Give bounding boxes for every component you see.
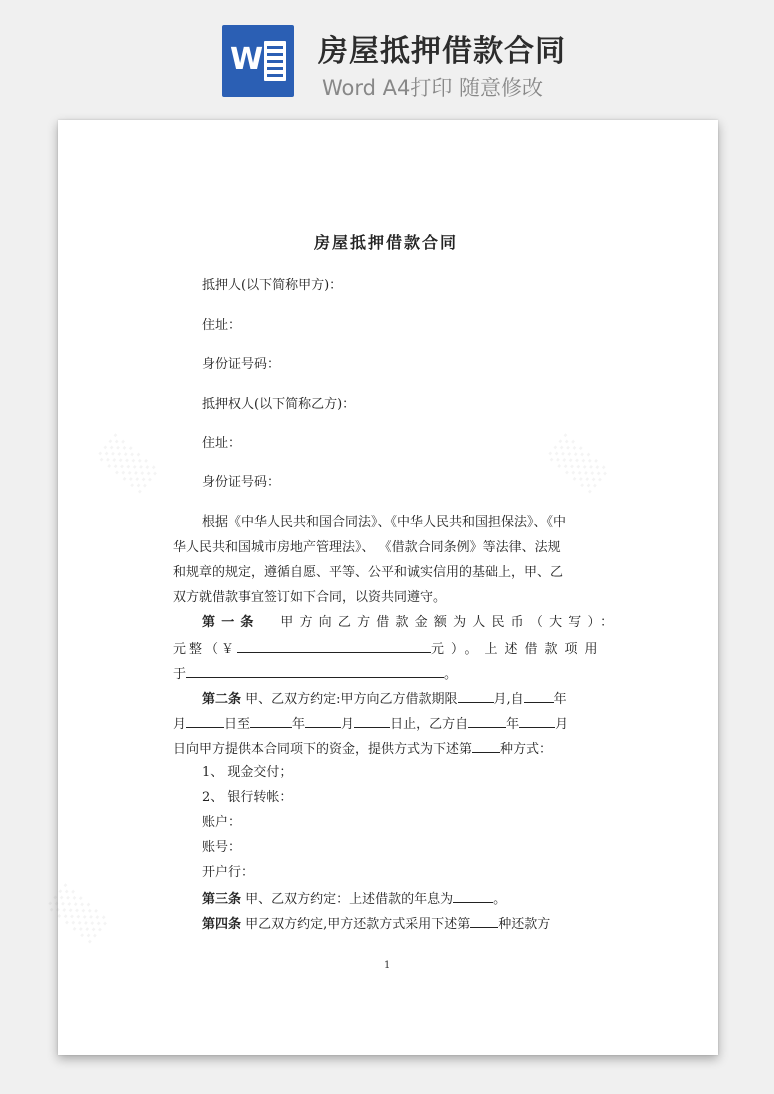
article-4-line: 第四条 甲乙双方约定,甲方还款方式采用下述第 种还款方 xyxy=(202,913,550,935)
article-1-line: 第一条 甲方向乙方借款金额为人民币（大写）： xyxy=(202,615,620,630)
intro-line: 和规章的规定，遵循自愿、平等、公平和诚实信用的基础上，甲、乙 xyxy=(173,565,564,580)
payment-option-2: 2、 银行转帐： xyxy=(202,790,293,805)
article-4-label: 第四条 xyxy=(202,917,242,932)
blank xyxy=(524,688,554,703)
blank xyxy=(472,738,500,753)
blank xyxy=(354,713,390,728)
article-3-label: 第三条 xyxy=(202,892,242,907)
mortgagor-label: 抵押人(以下简称甲方)： xyxy=(202,278,343,293)
word-logo-letter: W xyxy=(230,42,264,77)
address-label: 住址： xyxy=(202,318,242,333)
banner-subtitle: Word A4打印 随意修改 xyxy=(322,76,544,100)
account-holder-label: 账户： xyxy=(202,815,242,830)
intro-line: 华人民共和国城市房地产管理法》、 《借款合同条例》等法律、法规 xyxy=(173,540,561,555)
blank xyxy=(186,713,224,728)
article-1-label: 第一条 xyxy=(202,615,260,630)
address-label: 住址： xyxy=(202,436,242,451)
watermark-decoration: ░░░ xyxy=(545,434,611,496)
payment-option-1: 1、 现金交付； xyxy=(202,765,293,780)
article-2-line: 月 日至 年 月 日止，乙方自 年 月 xyxy=(173,713,568,735)
article-1-line: 元整（￥ 元）。上述借款项用 xyxy=(173,638,605,660)
word-icon xyxy=(222,25,294,97)
blank xyxy=(458,688,494,703)
bank-label: 开户行： xyxy=(202,865,255,880)
blank xyxy=(305,713,341,728)
watermark-decoration: ░░░ xyxy=(45,884,111,946)
blank xyxy=(468,713,506,728)
purpose-blank xyxy=(186,663,444,678)
blank xyxy=(519,713,555,728)
document-lines-icon xyxy=(264,41,286,81)
document-page xyxy=(45,120,718,1055)
article-1-line: 于 。 xyxy=(173,663,457,685)
amount-blank xyxy=(237,638,431,653)
document-title: 房屋抵押借款合同 xyxy=(314,233,459,252)
account-number-label: 账号： xyxy=(202,840,242,855)
banner-title: 房屋抵押借款合同 xyxy=(318,34,566,69)
banner xyxy=(0,0,774,110)
article-2-line: 第二条 甲、乙双方约定:甲方向乙方借款期限 月,自 年 xyxy=(202,688,567,710)
blank xyxy=(470,913,498,928)
id-number-label: 身份证号码： xyxy=(202,357,281,372)
blank xyxy=(250,713,292,728)
interest-blank xyxy=(453,888,493,903)
watermark-decoration: ░░░ xyxy=(95,434,161,496)
article-3-line: 第三条 甲、乙双方约定：上述借款的年息为 。 xyxy=(202,888,506,910)
mortgagee-label: 抵押权人(以下简称乙方)： xyxy=(202,397,356,412)
article-2-line: 日向甲方提供本合同项下的资金，提供方式为下述第 种方式： xyxy=(173,738,552,760)
intro-line: 双方就借款事宜签订如下合同，以资共同遵守。 xyxy=(173,590,447,605)
page-number: 1 xyxy=(384,960,391,971)
id-number-label: 身份证号码： xyxy=(202,475,281,490)
article-2-label: 第二条 xyxy=(202,692,242,707)
intro-line: 根据《中华人民共和国合同法》、《中华人民共和国担保法》、《中 xyxy=(202,515,567,530)
